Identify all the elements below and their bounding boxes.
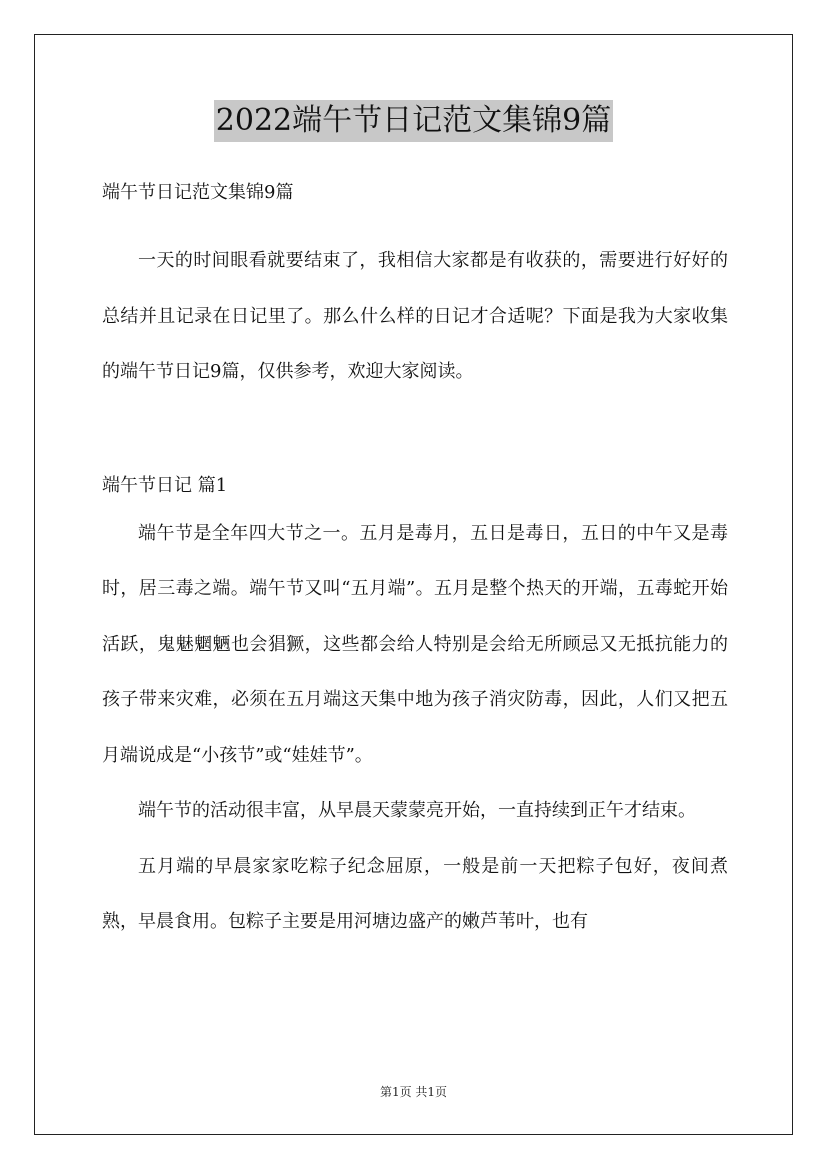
document-title: 2022端午节日记范文集锦9篇 <box>214 100 613 142</box>
page-footer: 第1页 共1页 <box>379 1085 448 1099</box>
body-paragraph-3: 五月端的早晨家家吃粽子纪念屈原，一般是前一天把粽子包好，夜间煮熟，早晨食用。包粽子主要是用河塘边盛产的嫩芦苇叶，也有 <box>102 855 728 932</box>
section-heading: 端午节日记 篇1 <box>102 474 228 496</box>
body-paragraph-1: 端午节是全年四大节之一。五月是毒月，五日是毒日，五日的中午又是毒时，居三毒之端。端午节又叫“五月端”。五月是整个热天的开端，五毒蛇开始活跃，鬼魅魍魉也会猖獗，这些都会给人特别是会给无所顾忌又无抵抗能力的孩子带来灾难，必须在五月端这天集中地为孩子消灾防毒，因此，人们又把五月端说成是“小孩节”或“娃娃节”。 <box>102 522 728 766</box>
title-container <box>0 100 827 142</box>
document-body <box>102 176 728 950</box>
document-subtitle: 端午节日记范文集锦9篇 <box>102 182 294 203</box>
intro-paragraph: 一天的时间眼看就要结束了，我相信大家都是有收获的，需要进行好好的总结并且记录在日记里了。那么什么样的日记才合适呢？下面是我为大家收集的端午节日记9篇，仅供参考，欢迎大家阅读。 <box>102 250 728 382</box>
body-paragraph-2: 端午节的活动很丰富，从早晨天蒙蒙亮开始，一直持续到正午才结束。 <box>138 800 696 821</box>
